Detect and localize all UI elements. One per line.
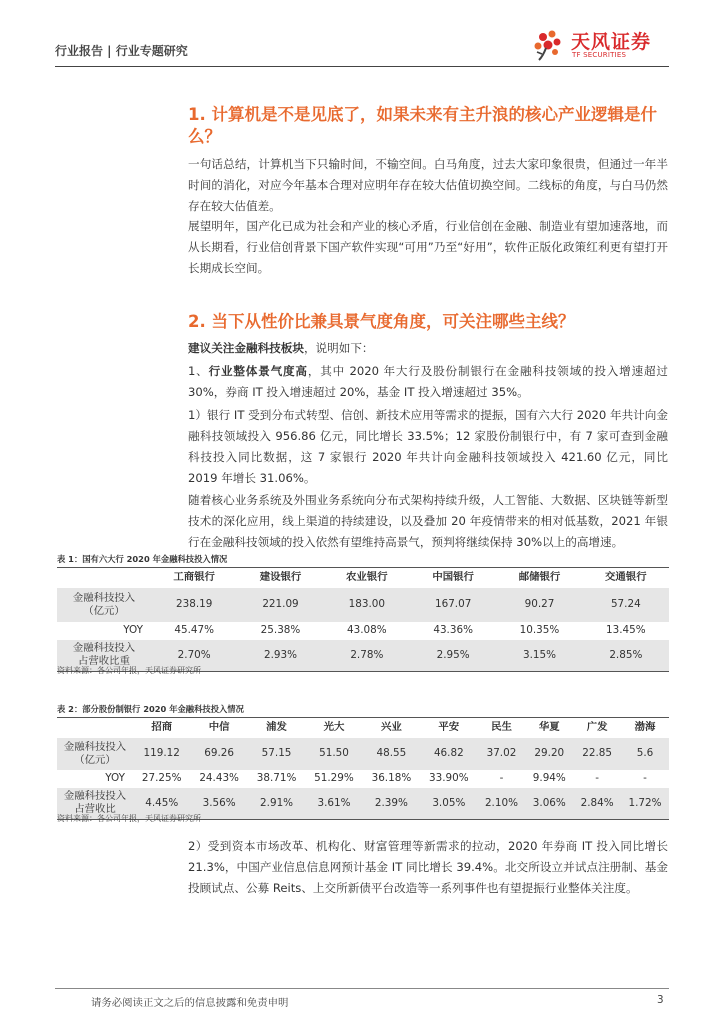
table-cell: 45.47% <box>174 624 214 636</box>
table-cell: 2.95% <box>410 640 496 672</box>
table-cell: - <box>595 772 600 784</box>
table-cell: 119.12 <box>133 738 190 770</box>
row-label-line-1: YOY <box>123 624 143 636</box>
table-1-title: 表 1：国有六大行 2020 年金融科技投入情况 <box>57 554 228 564</box>
table-cell: 5.6 <box>621 738 669 770</box>
table-1 <box>57 567 669 672</box>
table-cell: - <box>499 772 504 784</box>
column-header: 华夏 <box>525 718 573 738</box>
table-cell: 36.18% <box>371 772 412 784</box>
table-cell: - <box>643 772 647 784</box>
table-cell: 167.07 <box>410 588 496 622</box>
row-label-line-1: 金融科技投入 <box>72 642 136 655</box>
row-label-line-2: （亿元） <box>83 604 125 617</box>
table-cell: 4.45% <box>133 788 190 820</box>
table-row <box>57 588 669 622</box>
table-cell: 57.15 <box>248 738 305 770</box>
table-cell: 3.56% <box>190 788 247 820</box>
point-1-prefix: 1、 <box>188 364 209 378</box>
table-2-source: 资料来源：各公司年报，天风证券研究所 <box>57 814 201 823</box>
header-divider <box>55 66 669 67</box>
column-header: 邮储银行 <box>496 568 582 588</box>
table-cell: 51.29% <box>314 772 354 784</box>
column-header: 中信 <box>190 718 247 738</box>
table-cell: 2.78% <box>324 640 410 672</box>
section-1-title: 1. 计算机是不是见底了，如果未来有主升浪的核心产业逻辑是什么？ <box>188 105 657 146</box>
table-row <box>57 770 669 788</box>
row-label-line-1: 金融科技投入 <box>72 591 136 604</box>
row-label <box>57 588 151 622</box>
table-corner-cell <box>57 568 151 588</box>
column-header: 渤海 <box>621 718 669 738</box>
table-cell: 221.09 <box>237 588 323 622</box>
row-label-line-1: YOY <box>105 772 125 784</box>
intro-bold: 建议关注金融科技板块 <box>188 341 304 355</box>
column-header: 光大 <box>305 718 362 738</box>
table-cell: 2.70% <box>151 640 237 672</box>
row-label-line-1: 金融科技投入 <box>63 740 127 753</box>
table-corner-cell <box>57 718 133 738</box>
table-cell: 69.26 <box>190 738 247 770</box>
footer-disclaimer: 请务必阅读正文之后的信息披露和免责申明 <box>91 997 289 1009</box>
footer-divider <box>55 988 669 989</box>
column-header: 民生 <box>478 718 526 738</box>
table-cell: 2.85% <box>583 640 669 672</box>
tf-securities-logo <box>531 24 661 62</box>
table-cell: 13.45% <box>606 624 646 636</box>
table-cell: 238.19 <box>151 588 237 622</box>
table-cell: 3.06% <box>525 788 573 820</box>
column-header: 交通银行 <box>583 568 669 588</box>
table-cell: 27.25% <box>141 772 182 784</box>
table-cell: 37.02 <box>478 738 526 770</box>
table-cell: 2.84% <box>573 788 621 820</box>
section-2-title: 2. 当下从性价比兼具景气度角度，可关注哪些主线？ <box>188 312 575 331</box>
table-cell: 43.36% <box>433 624 473 636</box>
point-1-bold: 行业整体景气度高 <box>208 364 308 378</box>
table-cell: 43.08% <box>347 624 387 636</box>
column-header: 广发 <box>573 718 621 738</box>
section-2-intro <box>188 338 668 359</box>
section-1-paragraph-1: 一句话总结，计算机当下只输时间，不输空间。白马角度，过去大家印象很贵，但通过一年半时间的消化，对应今年基本合理对应明年存在较大估值切换空间。二线标的角度，与白马仍然存在较大估值差。 <box>188 157 668 213</box>
section-2-paragraph-bank-it: 1）银行 IT 受到分布式转型、信创、新技术应用等需求的提振，国有六大行 2020 年共计向金融科技领域投入 956.86 亿元，同比增长 33.5%；12 家股份制银行中，有 7 家可查到金融科技投入同比数据，这 7 家银行 2020 年共计向金融科技领域投入 421.60 亿元，同比 2019 年增长 31.06%。 <box>188 408 668 485</box>
intro-rest: ，说明如下： <box>303 341 374 355</box>
page-number: 3 <box>657 994 664 1006</box>
logo-flower-icon <box>531 28 565 62</box>
table-cell: 183.00 <box>324 588 410 622</box>
table-cell: 24.43% <box>199 772 239 784</box>
table-cell: 48.55 <box>363 738 420 770</box>
row-label <box>57 738 133 770</box>
table-row <box>57 622 669 640</box>
table-cell: 9.94% <box>532 772 566 784</box>
table-cell: 25.38% <box>260 624 301 636</box>
table-1-source: 资料来源：各公司年报，天风证券研究所 <box>57 666 201 675</box>
column-header: 浦发 <box>248 718 305 738</box>
logo-subtitle: TF SECURITIES <box>572 51 627 59</box>
row-label <box>57 622 151 640</box>
table-cell: 57.24 <box>583 588 669 622</box>
table-cell: 3.15% <box>496 640 582 672</box>
row-label-line-1: 金融科技投入 <box>63 790 127 803</box>
table-cell: 33.90% <box>429 772 469 784</box>
table-cell: 3.61% <box>305 788 362 820</box>
table-cell: 2.39% <box>363 788 420 820</box>
table-cell: 29.20 <box>525 738 573 770</box>
table-cell: 51.50 <box>305 738 362 770</box>
row-label-line-2: （亿元） <box>74 753 116 766</box>
table-cell: 2.10% <box>478 788 526 820</box>
breadcrumb: 行业报告 | 行业专题研究 <box>55 44 188 58</box>
table-cell: 3.05% <box>420 788 477 820</box>
section-1-paragraph-2: 展望明年，国产化已成为社会和产业的核心矛盾，行业信创在金融、制造业有望加速落地，而从长期看，行业信创背景下国产软件实现“可用”乃至“好用”，软件正版化政策红利更有望打开长期成长空间。 <box>188 219 668 275</box>
row-label-line-2: 占营收比 <box>74 803 116 816</box>
table-2-header-row <box>57 718 669 738</box>
table-2-title: 表 2：部分股份制银行 2020 年金融科技投入情况 <box>57 704 244 714</box>
table-cell: 22.85 <box>573 738 621 770</box>
column-header: 平安 <box>420 718 477 738</box>
table-cell: 10.35% <box>519 624 560 636</box>
table-cell: 1.72% <box>621 788 669 820</box>
page-header <box>55 31 669 72</box>
column-header: 中国银行 <box>410 568 496 588</box>
row-label-line-2: 占营收比重 <box>78 655 130 668</box>
column-header: 工商银行 <box>151 568 237 588</box>
column-header: 兴业 <box>363 718 420 738</box>
column-header: 招商 <box>133 718 190 738</box>
section-2-point-1 <box>188 361 668 403</box>
section-2-paragraph-brokerage: 2）受到资本市场改革、机构化、财富管理等新需求的拉动，2020 年券商 IT 投入同比增长 21.3%，中国产业信息信息网预计基金 IT 同比增长 39.4%。北交所设立并试点注册制、基金投顾试点、公募 Reits、上交所新债平台改造等一系列事件也有望提振行业整体关注度。 <box>188 839 668 895</box>
table-cell: 2.93% <box>237 640 323 672</box>
column-header: 建设银行 <box>237 568 323 588</box>
row-label <box>57 770 133 788</box>
table-cell: 38.71% <box>256 772 297 784</box>
point-1-rest: ，其中 2020 年大行及股份制银行在金融科技领域的投入增速超过 30%，券商 IT 投入增速超过 20%，基金 IT 投入增速超过 35%。 <box>188 364 668 399</box>
section-2-paragraph-outlook: 随着核心业务系统及外围业务系统向分布式架构持续升级，人工智能、大数据、区块链等新型技术的深化应用，线上渠道的持续建设，以及叠加 20 年疫情带来的相对低基数，2021 年银行在金融科技领域的投入依然有望维持高景气，预判将继续保持 30%以上的高增速。 <box>188 493 668 549</box>
logo-name: 天风证券 <box>571 31 652 53</box>
table-1-header-row <box>57 568 669 588</box>
table-cell: 46.82 <box>420 738 477 770</box>
table-row <box>57 738 669 770</box>
column-header: 农业银行 <box>324 568 410 588</box>
table-2 <box>57 717 669 820</box>
table-cell: 90.27 <box>496 588 582 622</box>
table-cell: 2.91% <box>248 788 305 820</box>
